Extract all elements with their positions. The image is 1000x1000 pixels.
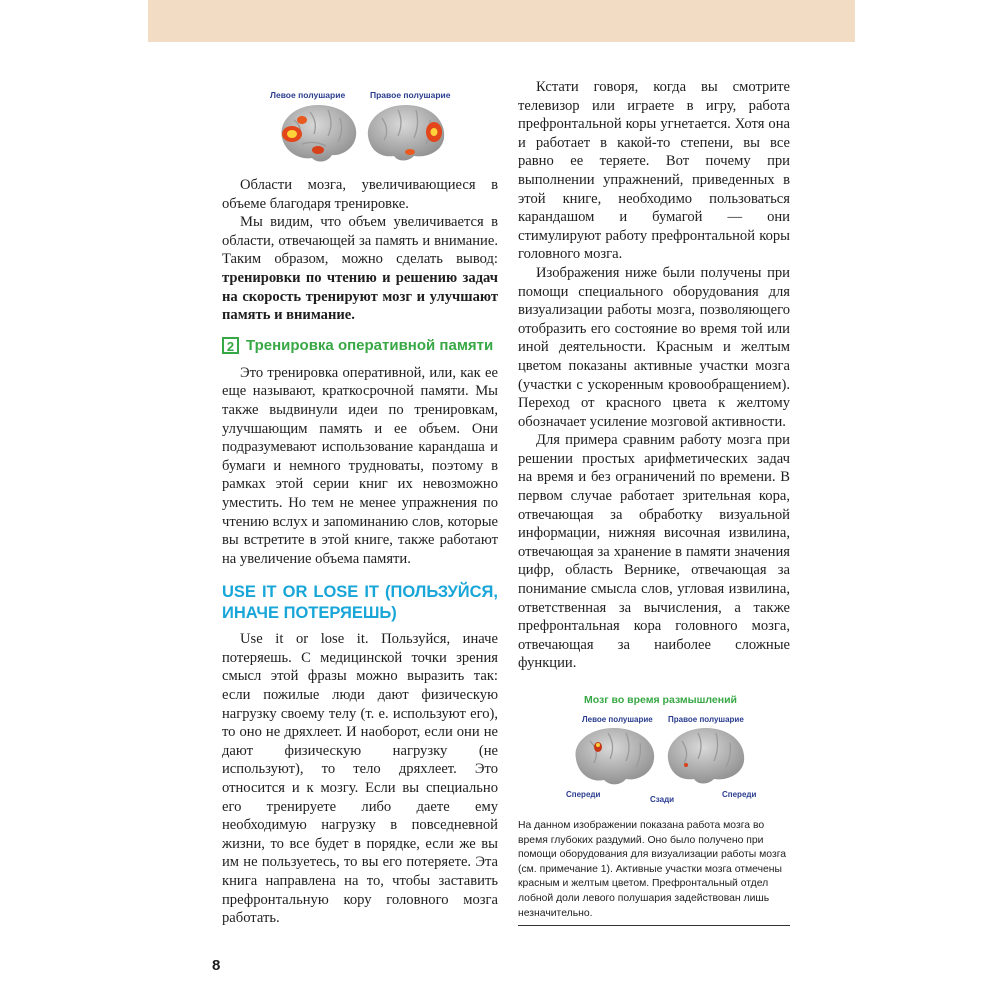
figure-caption-top: Области мозга, увеличивающиеся в объеме благодаря тренировке. [222,177,498,212]
paragraph-arithmetic: Для примера сравним работу мозга при решении простых арифметических задач на время и без ограничений по времени. В первом случае работает зрительная кора, отвечающая за обработку визуальной информации, нижняя височная извилина, отвечающая за хранение в памяти значения цифр, область Вернике, отвечающая за понимание смысла слов, угловая извилина, ответственная за вычисления, а также префронтальная кора головного мозга, отвечающая за наиболее сложные функции. [518,432,790,672]
left-hemisphere-label: Левое полушарие [582,715,653,724]
header-band [148,0,855,42]
thinking-left-brain-image [570,723,660,789]
paragraph-conclusion [222,213,498,325]
section-heading-use-it: USE IT OR LOSE IT (ПОЛЬЗУЙСЯ, ИНАЧЕ ПОТЕРЯЕШЬ) [222,583,498,623]
figure-title: Мозг во время размышлений [584,694,738,706]
paragraph-use-it: Use it or lose it. Пользуйся, иначе потеряешь. С медицинской точки зрения смысл этой фразы можно выразить так: если пожилые люди дают физическую нагрузку своему телу (т. е. используют его), то оно не дряхлеет. И наоборот, если они не дают физическую нагрузку (не используют), то тело дряхлеет. Это относится и к мозгу. Если вы специально его тренируете либо даете ему необходимую нагрузку в повседневной жизни, то все будет в порядке, если же вы им не пользуетесь, то вы его потеряете. Эта книга направлена на то, чтобы заставить префронтальную кору головного мозга работать. [222,631,498,927]
brain-figure-thinking [518,691,790,811]
right-hemisphere-label: Правое полушарие [668,715,744,724]
thinking-right-brain-image [664,723,750,789]
paragraph-conclusion-text: Мы видим, что объем увеличивается в области, отвечающей за память и внимание. Таким образом, можно сделать вывод: [222,214,498,268]
label-front-left: Спереди [566,790,601,799]
paragraph-imaging: Изображения ниже были получены при помощи специального оборудования для визуализации работы мозга, позволяющего отобразить его состояние во время той или иной деятельности. Красным и желтым цветом показаны активные участки мозга (участки с ускоренным кровообращением). Переход от красного цвета к желтому обозначает усиление мозговой активности. [518,264,790,430]
section-number-badge: 2 [222,337,239,354]
right-column [518,78,790,926]
paragraph-conclusion-bold: тренировки по чтению и решению задач на скорость тренируют мозг и улучшают память и внимание. [222,269,498,324]
page-number: 8 [212,957,221,974]
section-heading-working-memory [222,337,498,354]
section-title-working-memory: Тренировка оперативной памяти [246,336,494,354]
left-brain-image [274,100,360,166]
right-brain-image [364,100,450,166]
paragraph-working-memory: Это тренировка оперативной, или, как ее еще называют, краткосрочной памяти. Мы также выдвинули идеи по тренировкам, улучшающим память и ее объем. Они подразумевают использование карандаша и бумаги и немного трудноваты, поэтому в рамках этой серии книг их невозможно уместить. Но тем не менее упражнения по чтению вслух и запоминанию слов, которые вы встретите в этой книге, также работают на увеличение объема памяти. [222,364,498,567]
left-hemisphere-label: Левое полушарие [270,90,346,100]
label-back: Сзади [650,795,675,804]
brain-figure-top [222,78,498,170]
paragraph-tv: Кстати говоря, когда вы смотрите телевизор или играете в игру, работа префронтальной коры угнетается. Хотя она и работает в какой-то степени, вы все равно ее теряете. Вот почему при выполнении упражнений, приведенных в этой книге, необходимо пользоваться карандашом и бумагой — они стимулируют работу префронтальной коры головного мозга. [518,79,790,263]
label-front-right: Спереди [722,790,757,799]
figure-caption-thinking: На данном изображении показана работа мозга во время глубоких раздумий. Оно было получено при помощи оборудования для визуализации работы мозга (см. примечание 1). Активные участки мозга отмечены красным и желтым цветом. Префронтальный отдел лобной доли левого полушария задействован лишь незначительно. [518,819,790,926]
left-column [222,78,498,928]
right-hemisphere-label: Правое полушарие [370,90,451,100]
